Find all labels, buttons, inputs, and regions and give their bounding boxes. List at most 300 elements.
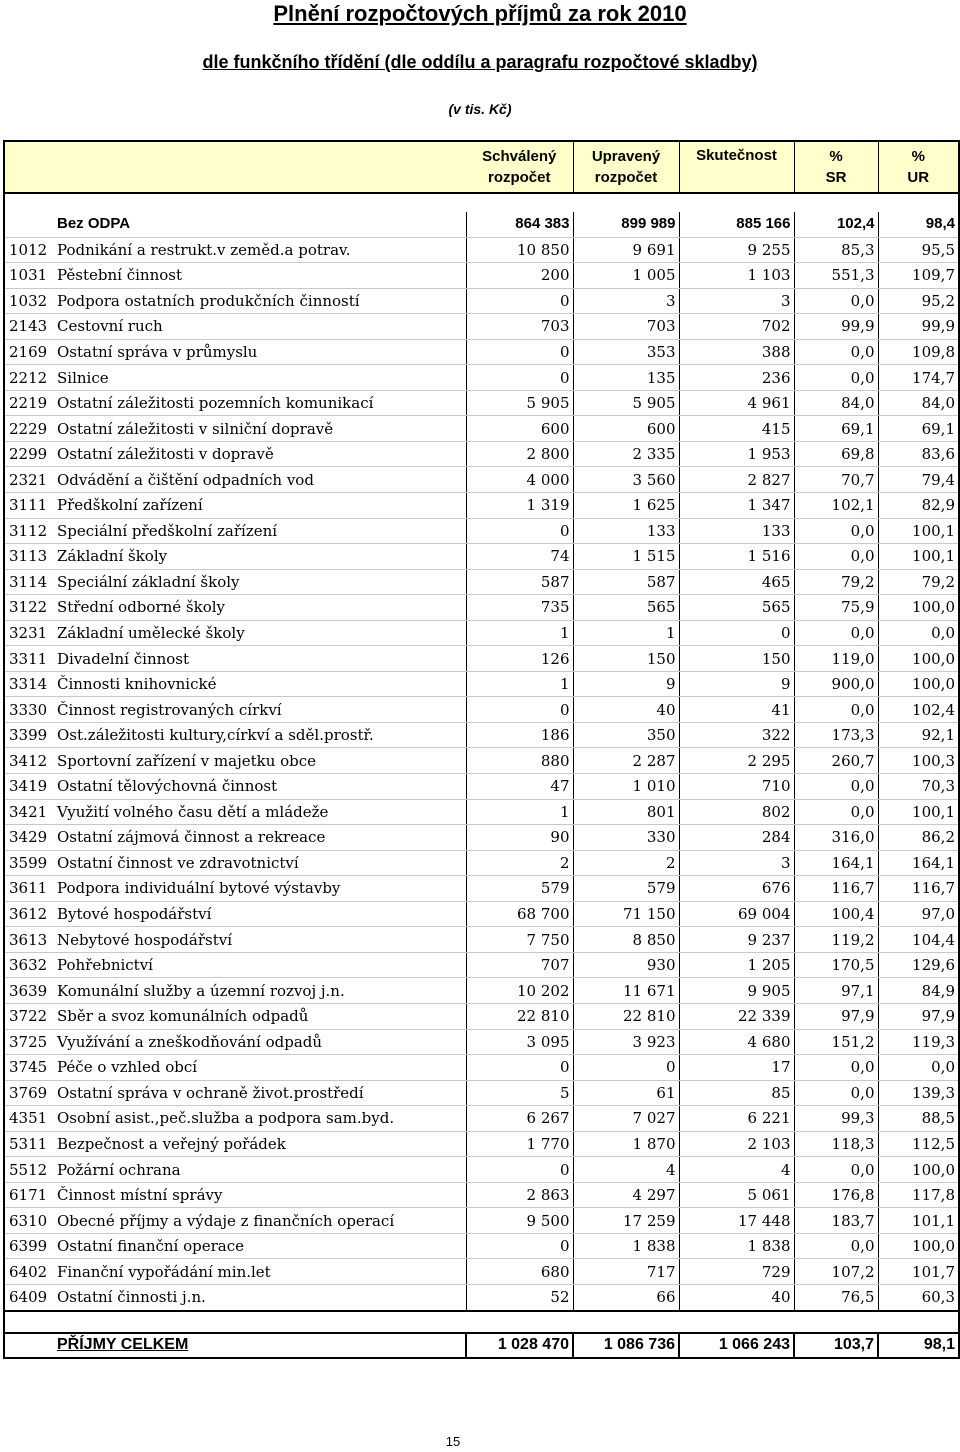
row-approved: 707 [466,952,573,978]
row-pct-sr: 118,3 [794,1131,878,1157]
row-actual: 465 [679,569,794,595]
table-row [4,1233,959,1259]
row-actual: 3 [679,288,794,314]
row-adjusted: 61 [573,1080,679,1106]
row-pct-sr: 116,7 [794,876,878,902]
row-pct-sr: 99,3 [794,1106,878,1132]
row-pct-sr: 97,1 [794,978,878,1004]
row-adjusted: 2 335 [573,441,679,467]
total-pct-sr: 103,7 [794,1333,878,1358]
row-name: Bytové hospodářství [54,901,466,927]
row-code: 3311 [4,646,54,672]
row-adjusted: 579 [573,876,679,902]
row-code: 3419 [4,774,54,800]
table-row [4,212,959,237]
table-row [4,1055,959,1081]
row-code: 3599 [4,850,54,876]
row-approved: 3 095 [466,1029,573,1055]
row-name: Ost.záležitosti kultury,církví a sděl.prostř. [54,722,466,748]
row-name: Ostatní finanční operace [54,1233,466,1259]
row-pct-sr: 0,0 [794,544,878,570]
row-pct-ur: 109,8 [878,339,959,365]
row-code: 2143 [4,314,54,340]
row-name: Nebytové hospodářství [54,927,466,953]
row-pct-sr: 100,4 [794,901,878,927]
table-row [4,978,959,1004]
row-adjusted: 40 [573,697,679,723]
row-pct-ur: 129,6 [878,952,959,978]
row-approved: 7 750 [466,927,573,953]
table-row [4,1106,959,1132]
row-approved: 2 863 [466,1182,573,1208]
row-actual: 69 004 [679,901,794,927]
row-actual: 150 [679,646,794,672]
row-name: Ostatní činnost ve zdravotnictví [54,850,466,876]
row-code: 3745 [4,1055,54,1081]
table-header-row [4,141,959,193]
total-label: PŘÍJMY CELKEM [54,1333,466,1358]
row-pct-ur: 83,6 [878,441,959,467]
row-adjusted: 717 [573,1259,679,1285]
table-row [4,697,959,723]
row-approved: 1 [466,620,573,646]
row-pct-sr: 119,2 [794,927,878,953]
row-pct-sr: 84,0 [794,390,878,416]
table-row [4,774,959,800]
row-approved: 126 [466,646,573,672]
row-name: Ostatní záležitosti v silniční dopravě [54,416,466,442]
row-adjusted: 587 [573,569,679,595]
row-name: Sportovní zařízení v majetku obce [54,748,466,774]
row-adjusted: 1 [573,620,679,646]
table-row [4,671,959,697]
row-name: Péče o vzhled obcí [54,1055,466,1081]
row-actual: 322 [679,722,794,748]
row-approved: 0 [466,288,573,314]
row-code: 1012 [4,237,54,263]
row-code: 3639 [4,978,54,1004]
row-approved: 735 [466,595,573,621]
row-pct-ur: 95,2 [878,288,959,314]
row-approved: 200 [466,263,573,289]
row-code: 3114 [4,569,54,595]
row-pct-sr: 107,2 [794,1259,878,1285]
header-adjusted-budget: Upravený rozpočet [573,141,679,193]
header-spacer-row [4,193,959,212]
row-actual: 1 953 [679,441,794,467]
row-approved: 0 [466,1233,573,1259]
row-approved: 0 [466,365,573,391]
row-actual: 415 [679,416,794,442]
row-actual: 702 [679,314,794,340]
row-adjusted: 703 [573,314,679,340]
table-row [4,799,959,825]
row-adjusted: 4 [573,1157,679,1183]
row-actual: 729 [679,1259,794,1285]
table-row [4,416,959,442]
row-actual: 9 255 [679,237,794,263]
row-approved: 864 383 [466,212,573,237]
row-pct-sr: 85,3 [794,237,878,263]
row-pct-ur: 69,1 [878,416,959,442]
row-adjusted: 2 [573,850,679,876]
row-name: Předškolní zařízení [54,493,466,519]
row-actual: 3 [679,850,794,876]
row-approved: 1 319 [466,493,573,519]
row-pct-sr: 70,7 [794,467,878,493]
page-title: Plnění rozpočtových příjmů za rok 2010 [273,1,687,26]
row-pct-sr: 102,1 [794,493,878,519]
total-code [4,1333,54,1358]
row-pct-sr: 551,3 [794,263,878,289]
row-actual: 388 [679,339,794,365]
row-adjusted: 350 [573,722,679,748]
row-name: Využívání a zneškodňování odpadů [54,1029,466,1055]
row-pct-ur: 116,7 [878,876,959,902]
row-pct-sr: 0,0 [794,1157,878,1183]
row-pct-ur: 100,1 [878,544,959,570]
row-name: Ostatní správa v ochraně život.prostředí [54,1080,466,1106]
row-code: 5512 [4,1157,54,1183]
row-name: Obecné příjmy a výdaje z finančních operací [54,1208,466,1234]
row-adjusted: 600 [573,416,679,442]
row-pct-ur: 92,1 [878,722,959,748]
row-pct-sr: 183,7 [794,1208,878,1234]
row-code: 3314 [4,671,54,697]
row-actual: 4 961 [679,390,794,416]
table-row [4,1029,959,1055]
row-pct-ur: 84,0 [878,390,959,416]
row-actual: 2 295 [679,748,794,774]
row-adjusted: 330 [573,825,679,851]
row-code: 3613 [4,927,54,953]
row-approved: 0 [466,339,573,365]
total-actual: 1 066 243 [679,1333,794,1358]
row-name: Základní školy [54,544,466,570]
row-pct-ur: 97,9 [878,1003,959,1029]
row-code: 3113 [4,544,54,570]
table-row [4,1080,959,1106]
row-approved: 52 [466,1284,573,1310]
total-spacer-row [4,1311,959,1333]
row-pct-sr: 900,0 [794,671,878,697]
header-pct-sr: % SR [794,141,878,193]
row-pct-ur: 79,4 [878,467,959,493]
row-approved: 10 850 [466,237,573,263]
row-approved: 47 [466,774,573,800]
row-approved: 0 [466,697,573,723]
row-pct-ur: 102,4 [878,697,959,723]
table-row [4,365,959,391]
row-pct-sr: 170,5 [794,952,878,978]
header-pct-ur: % UR [878,141,959,193]
row-code: 2321 [4,467,54,493]
row-actual: 85 [679,1080,794,1106]
row-code: 3421 [4,799,54,825]
row-actual: 2 103 [679,1131,794,1157]
row-pct-ur: 60,3 [878,1284,959,1310]
table-row [4,748,959,774]
table-row [4,927,959,953]
row-adjusted: 0 [573,1055,679,1081]
row-adjusted: 11 671 [573,978,679,1004]
row-code [4,212,54,237]
row-code: 2169 [4,339,54,365]
row-pct-sr: 69,1 [794,416,878,442]
row-name: Podnikání a restrukt.v zeměd.a potrav. [54,237,466,263]
row-code: 3612 [4,901,54,927]
row-code: 3722 [4,1003,54,1029]
table-row [4,569,959,595]
row-pct-sr: 0,0 [794,774,878,800]
row-adjusted: 3 560 [573,467,679,493]
row-name: Silnice [54,365,466,391]
row-code: 3632 [4,952,54,978]
row-code: 3769 [4,1080,54,1106]
row-adjusted: 71 150 [573,901,679,927]
table-row [4,544,959,570]
header-actual: Skutečnost [679,141,794,193]
row-pct-ur: 100,0 [878,671,959,697]
row-name: Využití volného času dětí a mládeže [54,799,466,825]
row-name: Střední odborné školy [54,595,466,621]
row-code: 6409 [4,1284,54,1310]
row-actual: 284 [679,825,794,851]
row-name: Ostatní tělovýchovná činnost [54,774,466,800]
row-actual: 236 [679,365,794,391]
row-approved: 1 770 [466,1131,573,1157]
row-pct-ur: 117,8 [878,1182,959,1208]
table-row [4,467,959,493]
row-pct-ur: 88,5 [878,1106,959,1132]
row-adjusted: 22 810 [573,1003,679,1029]
row-approved: 186 [466,722,573,748]
table-row [4,595,959,621]
table-row [4,722,959,748]
header-blank-cell [4,141,466,193]
row-actual: 9 [679,671,794,697]
row-actual: 4 680 [679,1029,794,1055]
row-adjusted: 17 259 [573,1208,679,1234]
table-row [4,390,959,416]
row-approved: 579 [466,876,573,902]
row-approved: 1 [466,671,573,697]
row-adjusted: 565 [573,595,679,621]
row-pct-ur: 100,0 [878,646,959,672]
row-name: Základní umělecké školy [54,620,466,646]
row-code: 2299 [4,441,54,467]
total-pct-ur: 98,1 [878,1333,959,1358]
row-actual: 565 [679,595,794,621]
row-actual: 1 838 [679,1233,794,1259]
row-actual: 802 [679,799,794,825]
row-pct-ur: 100,1 [878,518,959,544]
row-pct-sr: 0,0 [794,697,878,723]
row-name: Ostatní činnosti j.n. [54,1284,466,1310]
row-pct-sr: 75,9 [794,595,878,621]
row-pct-ur: 98,4 [878,212,959,237]
row-actual: 1 205 [679,952,794,978]
row-name: Ostatní záležitosti pozemních komunikací [54,390,466,416]
table-row [4,493,959,519]
row-actual: 1 347 [679,493,794,519]
row-pct-sr: 164,1 [794,850,878,876]
row-approved: 90 [466,825,573,851]
row-actual: 0 [679,620,794,646]
row-name: Činnosti knihovnické [54,671,466,697]
row-name: Sběr a svoz komunálních odpadů [54,1003,466,1029]
row-adjusted: 1 010 [573,774,679,800]
row-name: Činnost místní správy [54,1182,466,1208]
row-pct-ur: 70,3 [878,774,959,800]
row-pct-sr: 0,0 [794,288,878,314]
row-approved: 68 700 [466,901,573,927]
total-row [4,1333,959,1358]
row-name: Činnost registrovaných církví [54,697,466,723]
row-pct-sr: 0,0 [794,620,878,646]
row-pct-ur: 97,0 [878,901,959,927]
row-approved: 5 [466,1080,573,1106]
row-code: 6310 [4,1208,54,1234]
row-actual: 5 061 [679,1182,794,1208]
row-code: 2229 [4,416,54,442]
row-actual: 40 [679,1284,794,1310]
row-actual: 885 166 [679,212,794,237]
row-pct-ur: 84,9 [878,978,959,1004]
row-adjusted: 2 287 [573,748,679,774]
row-actual: 9 905 [679,978,794,1004]
row-pct-ur: 109,7 [878,263,959,289]
row-approved: 680 [466,1259,573,1285]
row-code: 4351 [4,1106,54,1132]
row-adjusted: 3 923 [573,1029,679,1055]
row-pct-sr: 119,0 [794,646,878,672]
row-code: 3429 [4,825,54,851]
row-pct-sr: 0,0 [794,365,878,391]
row-name: Pohřebnictví [54,952,466,978]
row-adjusted: 353 [573,339,679,365]
row-code: 3112 [4,518,54,544]
row-approved: 0 [466,1055,573,1081]
row-name: Pěstební činnost [54,263,466,289]
row-adjusted: 899 989 [573,212,679,237]
row-name: Finanční vypořádání min.let [54,1259,466,1285]
row-approved: 4 000 [466,467,573,493]
units-note: (v tis. Kč) [448,101,512,117]
row-approved: 10 202 [466,978,573,1004]
table-row [4,518,959,544]
table-row [4,1259,959,1285]
row-pct-sr: 102,4 [794,212,878,237]
row-code: 6402 [4,1259,54,1285]
row-pct-sr: 0,0 [794,799,878,825]
row-name: Cestovní ruch [54,314,466,340]
table-row [4,263,959,289]
page-subtitle: dle funkčního třídění (dle oddílu a paragrafu rozpočtové skladby) [202,52,758,72]
table-row [4,1131,959,1157]
row-pct-sr: 97,9 [794,1003,878,1029]
row-pct-sr: 176,8 [794,1182,878,1208]
row-name: Speciální základní školy [54,569,466,595]
row-approved: 880 [466,748,573,774]
row-name: Divadelní činnost [54,646,466,672]
row-approved: 1 [466,799,573,825]
row-name: Požární ochrana [54,1157,466,1183]
row-pct-sr: 99,9 [794,314,878,340]
row-actual: 17 [679,1055,794,1081]
row-actual: 133 [679,518,794,544]
row-code: 3412 [4,748,54,774]
row-pct-ur: 174,7 [878,365,959,391]
row-pct-ur: 100,3 [878,748,959,774]
row-adjusted: 9 [573,671,679,697]
table-row [4,850,959,876]
table-row [4,1284,959,1310]
row-code: 2212 [4,365,54,391]
row-pct-ur: 139,3 [878,1080,959,1106]
table-row [4,952,959,978]
row-adjusted: 135 [573,365,679,391]
table-row [4,288,959,314]
row-approved: 2 [466,850,573,876]
row-pct-ur: 112,5 [878,1131,959,1157]
row-pct-sr: 0,0 [794,339,878,365]
row-name: Speciální předškolní zařízení [54,518,466,544]
row-code: 2219 [4,390,54,416]
row-name: Ostatní zájmová činnost a rekreace [54,825,466,851]
table-row [4,1208,959,1234]
row-code: 3399 [4,722,54,748]
row-actual: 1 103 [679,263,794,289]
row-actual: 4 [679,1157,794,1183]
row-pct-ur: 99,9 [878,314,959,340]
row-pct-sr: 69,8 [794,441,878,467]
row-name: Odvádění a čištění odpadních vod [54,467,466,493]
table-body [4,141,959,1358]
row-approved: 2 800 [466,441,573,467]
row-adjusted: 7 027 [573,1106,679,1132]
row-adjusted: 150 [573,646,679,672]
row-pct-ur: 100,0 [878,1233,959,1259]
row-adjusted: 5 905 [573,390,679,416]
row-pct-ur: 86,2 [878,825,959,851]
row-code: 6399 [4,1233,54,1259]
total-approved: 1 028 470 [466,1333,573,1358]
header-approved-budget: Schválený rozpočet [466,141,573,193]
row-pct-sr: 316,0 [794,825,878,851]
row-adjusted: 1 515 [573,544,679,570]
row-pct-ur: 0,0 [878,620,959,646]
row-approved: 6 267 [466,1106,573,1132]
row-approved: 9 500 [466,1208,573,1234]
row-name: Podpora individuální bytové výstavby [54,876,466,902]
row-actual: 2 827 [679,467,794,493]
table-row [4,339,959,365]
row-actual: 41 [679,697,794,723]
row-pct-ur: 100,0 [878,595,959,621]
row-pct-ur: 119,3 [878,1029,959,1055]
row-pct-sr: 151,2 [794,1029,878,1055]
row-name: Podpora ostatních produkčních činností [54,288,466,314]
row-pct-sr: 0,0 [794,518,878,544]
row-name: Komunální služby a územní rozvoj j.n. [54,978,466,1004]
row-approved: 600 [466,416,573,442]
table-row [4,646,959,672]
row-adjusted: 930 [573,952,679,978]
row-approved: 0 [466,518,573,544]
table-row [4,825,959,851]
table-row [4,876,959,902]
